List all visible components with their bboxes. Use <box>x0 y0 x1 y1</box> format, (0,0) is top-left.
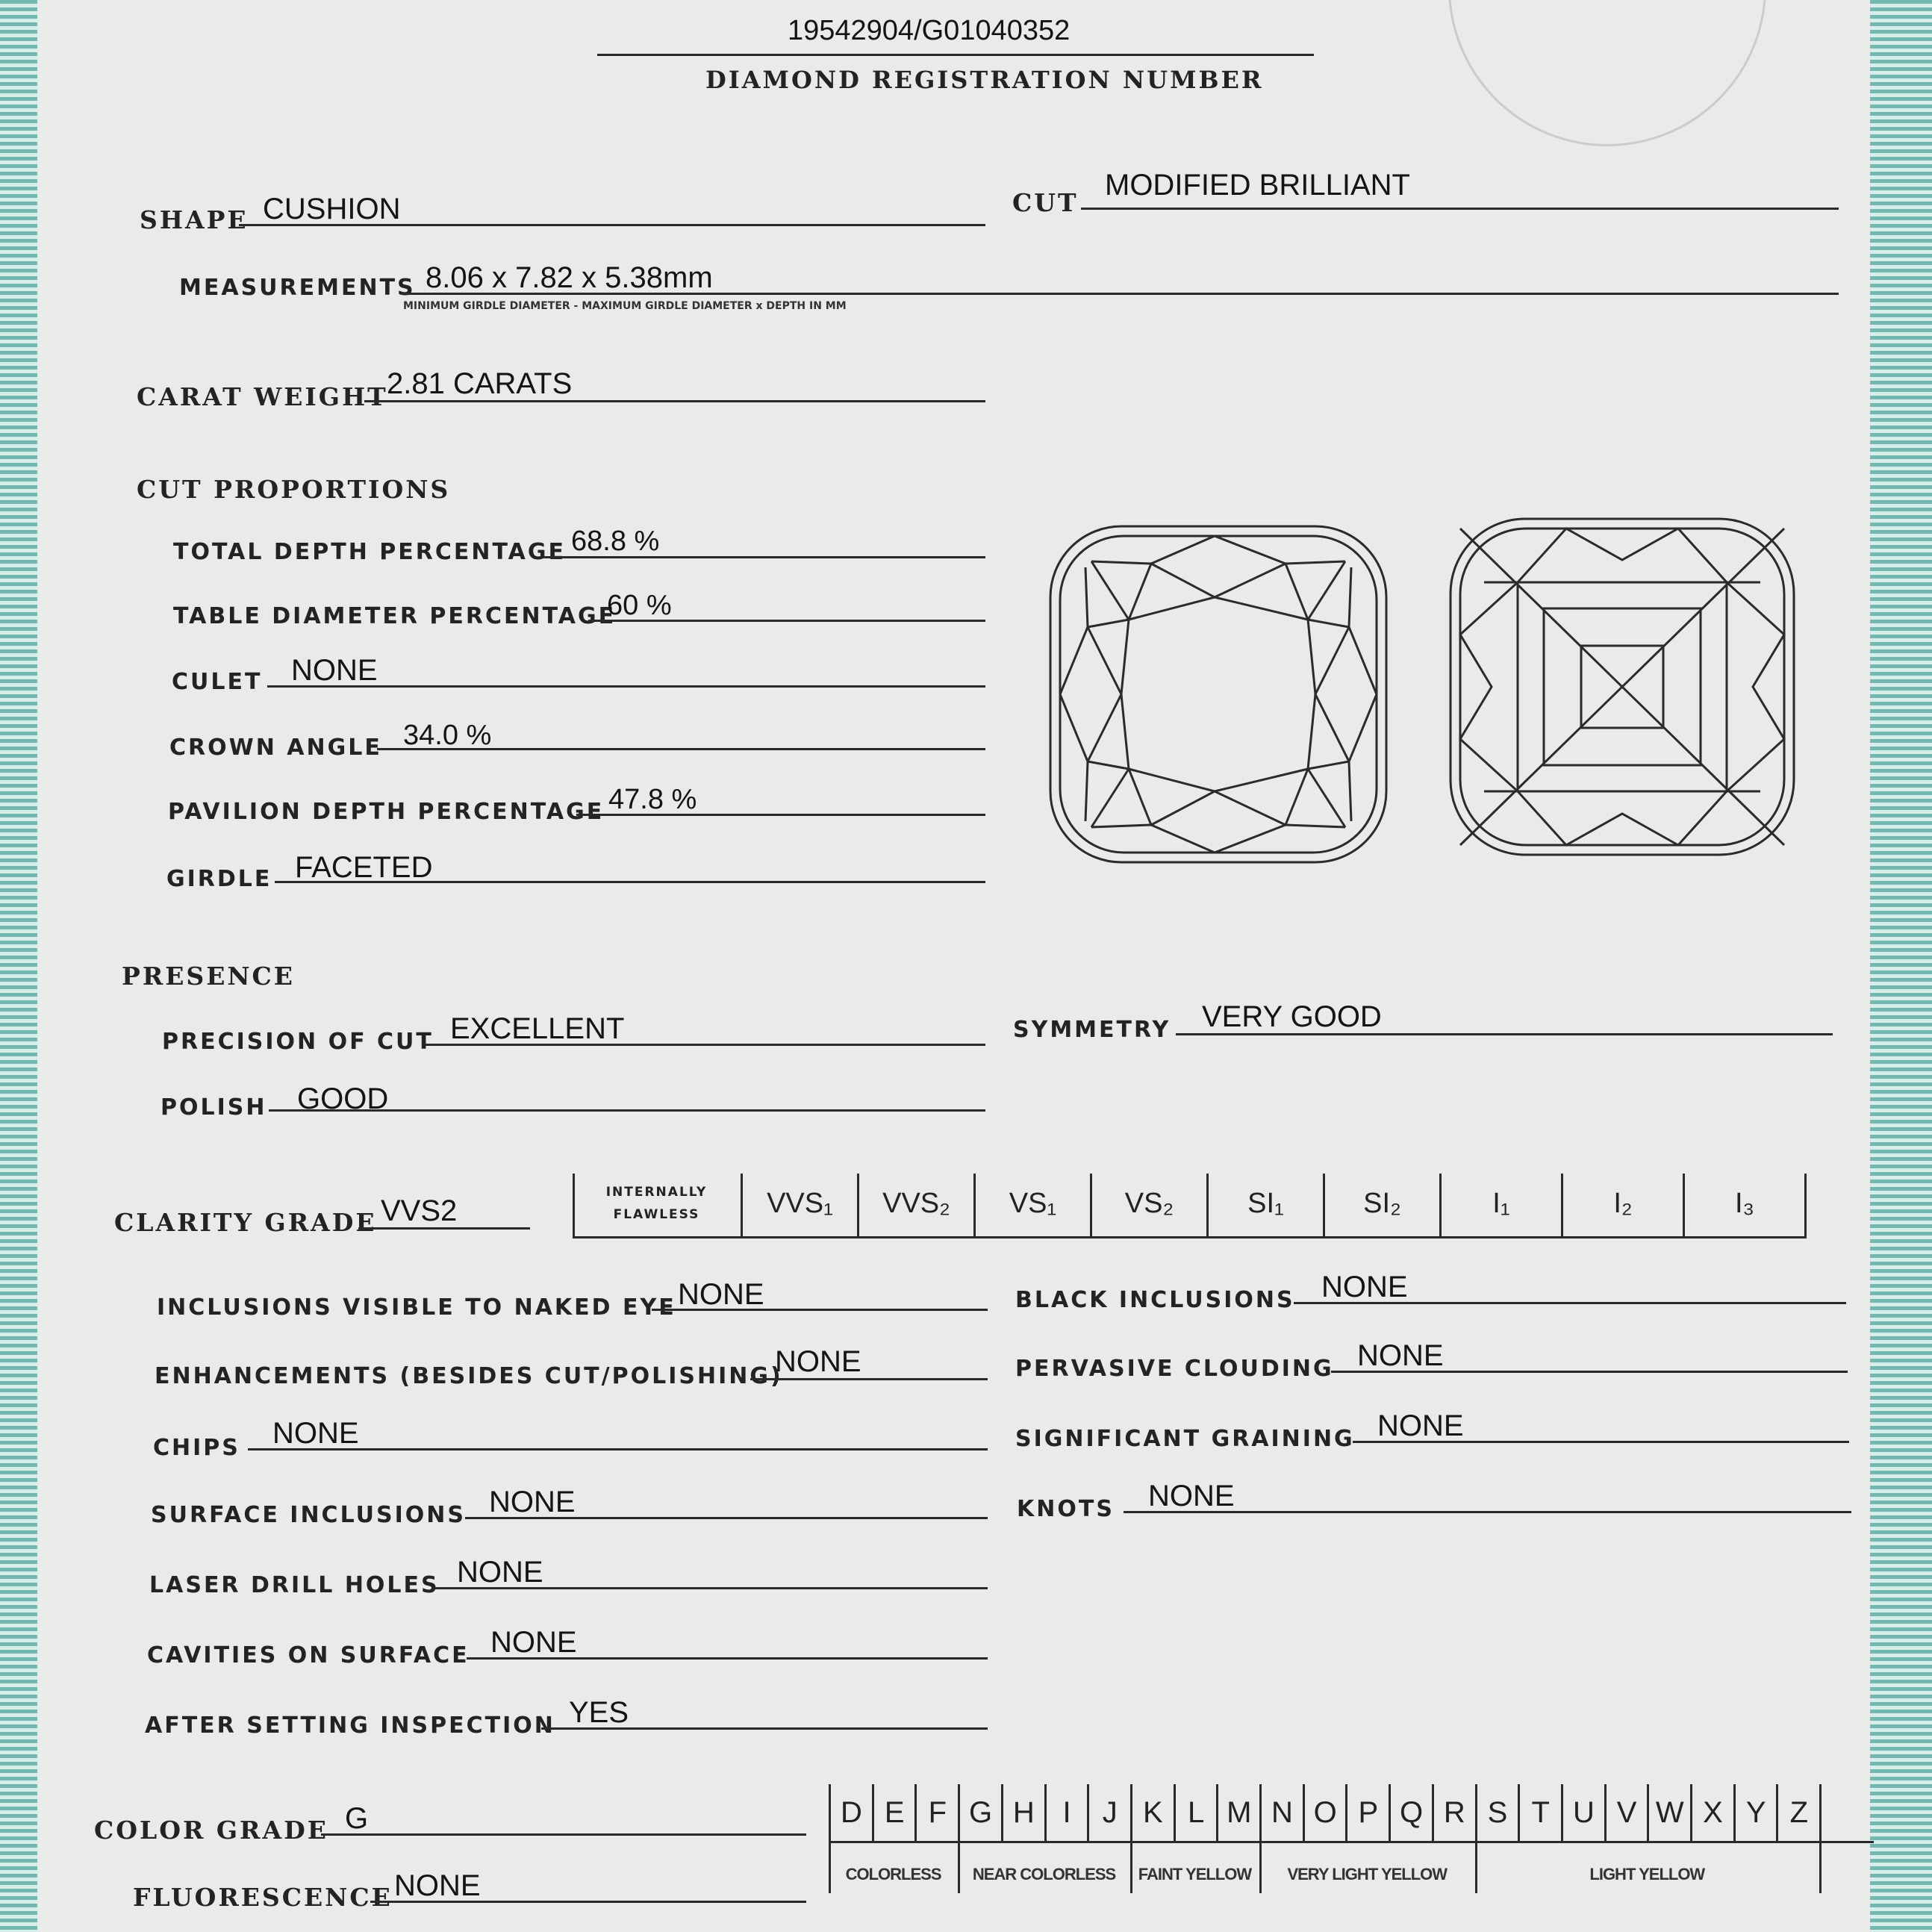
surface-inclusions-value: NONE <box>489 1486 576 1518</box>
clarity-vs1: VS₁ <box>1009 1187 1057 1219</box>
enhancements-value: NONE <box>775 1345 861 1378</box>
color-letter-e: E <box>884 1795 905 1829</box>
color-group-divider <box>829 1841 831 1893</box>
color-letter-q: Q <box>1400 1795 1424 1829</box>
color-group-label: VERY LIGHT YELLOW <box>1287 1865 1448 1883</box>
clarity-si1: SI₁ <box>1247 1187 1284 1219</box>
color-letter-d: D <box>841 1795 862 1829</box>
pervasive-clouding-label: PERVASIVE CLOUDING <box>1015 1356 1334 1382</box>
color-letter-n: N <box>1271 1795 1293 1829</box>
symmetry-value: VERY GOOD <box>1202 1000 1382 1033</box>
clarity-internally-flawless: INTERNALLY FLAWLESS <box>605 1185 708 1222</box>
clarity-grade-value: VVS2 <box>381 1194 458 1227</box>
cut-underline <box>1081 208 1839 210</box>
fluorescence-label: FLUORESCENCE <box>133 1883 393 1912</box>
decorative-border-left <box>0 0 37 1932</box>
precision-of-cut-value: EXCELLENT <box>450 1012 625 1045</box>
after-setting-inspection-label: AFTER SETTING INSPECTION <box>145 1713 555 1739</box>
color-letter-k: K <box>1143 1795 1163 1829</box>
clarity-scale <box>573 1174 1807 1241</box>
chips-value: NONE <box>272 1417 359 1450</box>
color-letter-m: M <box>1227 1795 1252 1829</box>
color-letter-y: Y <box>1745 1795 1766 1829</box>
laser-drill-holes-value: NONE <box>457 1556 543 1589</box>
embossed-seal <box>1448 0 1766 146</box>
knots-label: KNOTS <box>1017 1496 1115 1522</box>
color-scale <box>829 1784 1874 1896</box>
color-letter-h: H <box>1012 1795 1035 1829</box>
crown-view-diagram <box>1047 523 1390 866</box>
measurements-note: MINIMUM GIRDLE DIAMETER - MAXIMUM GIRDLE DIAMETER x DEPTH IN MM <box>403 300 847 312</box>
color-letter-j: J <box>1102 1795 1118 1829</box>
cut-proportions-heading: CUT PROPORTIONS <box>137 475 451 504</box>
color-group-label: LIGHT YELLOW <box>1589 1865 1705 1883</box>
clarity-i2: I₂ <box>1613 1187 1633 1219</box>
clarity-vvs2: VVS₂ <box>882 1187 950 1219</box>
shape-label: SHAPE <box>140 205 249 234</box>
precision-of-cut-label: PRECISION OF CUT <box>162 1029 434 1055</box>
inclusions-visible-label: INCLUSIONS VISIBLE TO NAKED EYE <box>157 1294 676 1321</box>
clarity-vs2: VS₂ <box>1124 1187 1174 1219</box>
registration-label: DIAMOND REGISTRATION NUMBER <box>705 66 1264 94</box>
color-group-divider <box>1819 1841 1822 1893</box>
laser-drill-holes-label: LASER DRILL HOLES <box>149 1572 440 1598</box>
total-depth-value: 68.8 % <box>571 526 660 557</box>
clarity-si2: SI₂ <box>1363 1187 1401 1219</box>
pavilion-view-diagram <box>1447 515 1798 859</box>
color-letter-i: I <box>1062 1795 1071 1829</box>
crown-angle-label: CROWN ANGLE <box>169 735 382 761</box>
symmetry-label: SYMMETRY <box>1013 1017 1171 1043</box>
color-letter-u: U <box>1572 1795 1595 1829</box>
color-grade-value: G <box>345 1802 369 1835</box>
girdle-label: GIRDLE <box>166 866 272 892</box>
carat-weight-label: CARAT WEIGHT <box>137 382 388 411</box>
color-grade-underline <box>321 1833 806 1836</box>
knots-value: NONE <box>1148 1480 1235 1512</box>
cavities-on-surface-label: CAVITIES ON SURFACE <box>147 1642 470 1668</box>
inclusions-visible-value: NONE <box>678 1278 764 1311</box>
girdle-value: FACETED <box>295 851 433 884</box>
color-letter-f: F <box>928 1795 947 1829</box>
color-group-label: COLORLESS <box>845 1865 941 1883</box>
measurements-label: MEASUREMENTS <box>179 275 416 301</box>
color-letter-z: Z <box>1789 1795 1809 1829</box>
color-letter-g: G <box>969 1795 993 1829</box>
cut-label: CUT <box>1012 188 1079 217</box>
carat-weight-value: 2.81 CARATS <box>387 367 573 400</box>
black-inclusions-value: NONE <box>1321 1271 1408 1303</box>
measurements-value: 8.06 x 7.82 x 5.38mm <box>426 261 713 294</box>
certificate-page <box>37 0 1870 1932</box>
color-letter-t: T <box>1531 1795 1550 1829</box>
cavities-on-surface-value: NONE <box>490 1626 577 1659</box>
crown-angle-value: 34.0 % <box>403 720 492 751</box>
clarity-i3: I₃ <box>1734 1187 1755 1219</box>
pavilion-depth-label: PAVILION DEPTH PERCENTAGE <box>168 799 605 825</box>
pavilion-depth-value: 47.8 % <box>608 784 697 815</box>
culet-value: NONE <box>291 654 378 687</box>
color-grade-label: COLOR GRADE <box>94 1816 328 1845</box>
clarity-i1: I₁ <box>1492 1187 1510 1219</box>
decorative-border-right <box>1870 0 1932 1932</box>
black-inclusions-label: BLACK INCLUSIONS <box>1015 1287 1295 1313</box>
total-depth-label: TOTAL DEPTH PERCENTAGE <box>173 539 566 565</box>
color-group-label: NEAR COLORLESS <box>972 1865 1116 1883</box>
polish-label: POLISH <box>161 1094 267 1121</box>
pervasive-clouding-value: NONE <box>1357 1339 1444 1372</box>
color-group-label: FAINT YELLOW <box>1138 1865 1252 1883</box>
color-letter-w: W <box>1655 1795 1684 1829</box>
enhancements-label: ENHANCEMENTS (BESIDES CUT/POLISHING) <box>155 1363 783 1389</box>
after-setting-inspection-value: YES <box>569 1696 629 1729</box>
color-letter-p: P <box>1358 1795 1379 1829</box>
color-letter-l: L <box>1187 1795 1205 1829</box>
color-letter-r: R <box>1443 1795 1465 1829</box>
table-diameter-value: 60 % <box>607 590 672 621</box>
chips-label: CHIPS <box>153 1435 240 1461</box>
clarity-vvs1: VVS₁ <box>767 1187 833 1219</box>
table-diameter-label: TABLE DIAMETER PERCENTAGE <box>173 603 617 629</box>
registration-underline <box>597 54 1314 56</box>
registration-number: 19542904/G01040352 <box>788 15 1071 46</box>
clarity-grade-label: CLARITY GRADE <box>114 1208 377 1237</box>
significant-graining-label: SIGNIFICANT GRAINING <box>1015 1426 1355 1452</box>
cut-value: MODIFIED BRILLIANT <box>1105 169 1410 202</box>
presence-heading: PRESENCE <box>122 962 295 991</box>
significant-graining-value: NONE <box>1377 1409 1464 1442</box>
culet-label: CULET <box>172 669 263 695</box>
color-letter-o: O <box>1313 1795 1337 1829</box>
fluorescence-value: NONE <box>394 1869 481 1902</box>
surface-inclusions-label: SURFACE INCLUSIONS <box>151 1502 466 1528</box>
chips-underline <box>248 1448 988 1450</box>
shape-value: CUSHION <box>263 193 401 225</box>
color-letter-v: V <box>1616 1795 1637 1829</box>
color-letter-x: X <box>1703 1795 1723 1829</box>
polish-value: GOOD <box>297 1082 389 1115</box>
color-letter-s: S <box>1487 1795 1508 1829</box>
